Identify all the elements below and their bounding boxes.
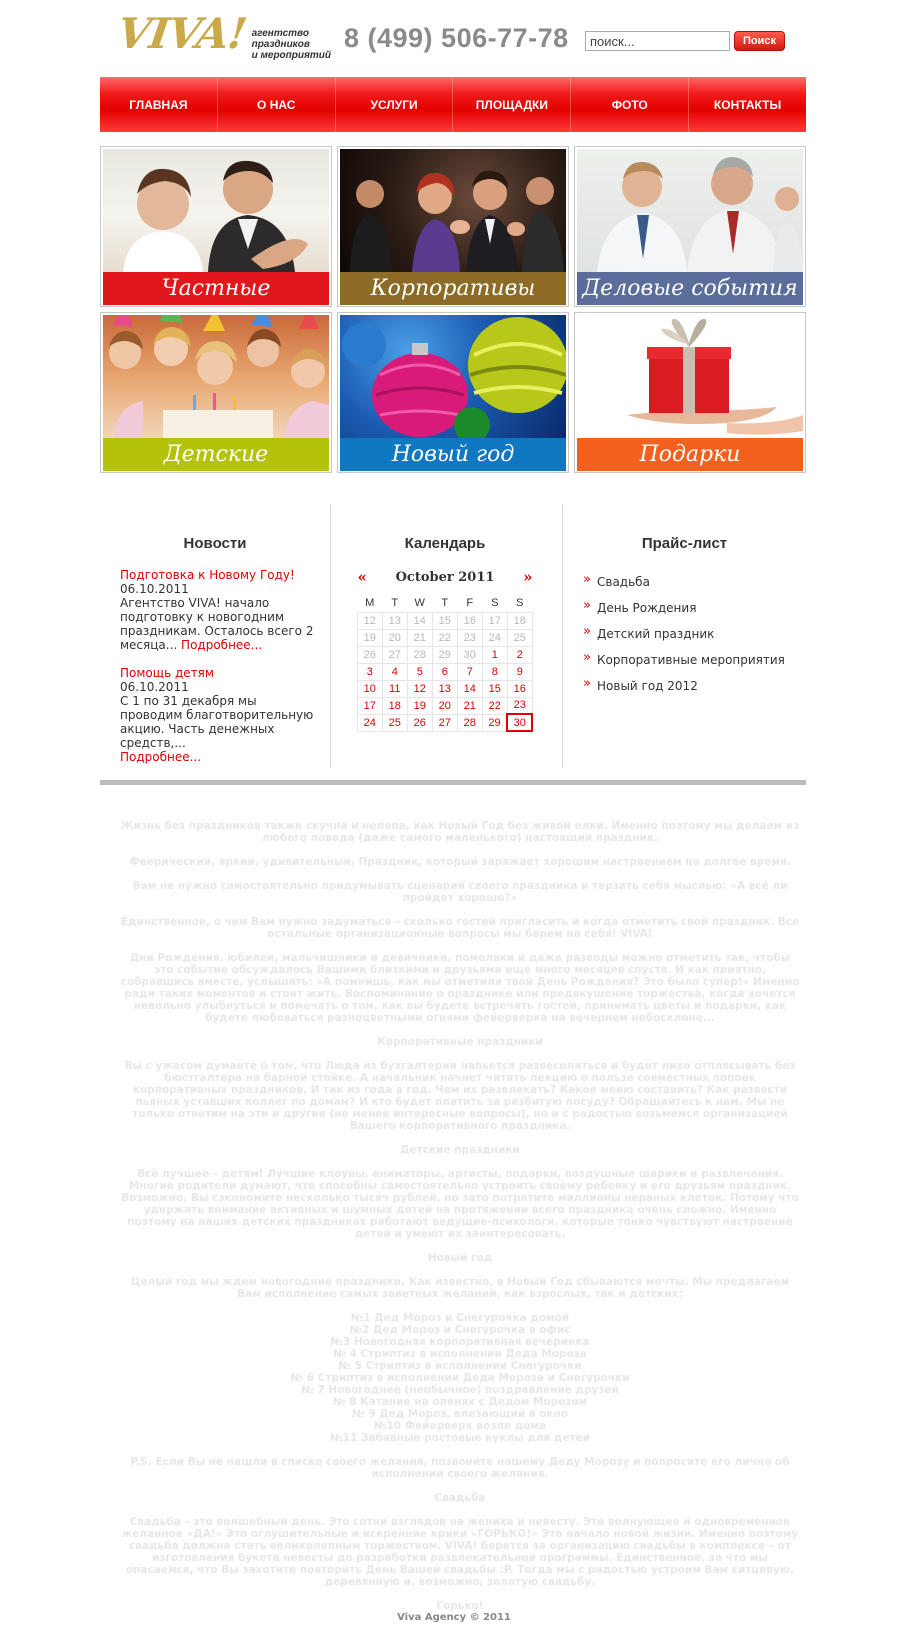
calendar-day: 12 — [357, 612, 382, 629]
chevron-right-icon: » — [583, 624, 591, 639]
tile-label: Детские праздники — [103, 438, 329, 471]
new-year-offer-list — [120, 1312, 800, 1444]
news-item-date: 06.10.2011 — [120, 582, 189, 596]
calendar-day[interactable]: 5 — [407, 663, 432, 680]
seo-paragraph: Феерический, яркий, удивительный. Праздник, который заряжает хорошим настроением на долгое время. — [129, 856, 791, 868]
seo-paragraph: Жизнь без праздников также скучна и нелепа, как Новый Год без живой елки. Именно поэтому мы делаем из любого повода (даже самого маленького) настоящий праздник. — [120, 820, 800, 844]
calendar-day[interactable]: 12 — [407, 680, 432, 697]
pricelist-item[interactable] — [583, 600, 806, 626]
calendar-day-today[interactable]: 30 — [507, 714, 532, 731]
calendar-day[interactable]: 10 — [357, 680, 382, 697]
seo-heading: Корпоративные праздники — [377, 1036, 543, 1048]
offer-item: № 6 Стриптиз в исполнении Деда Мороза и Снегурочки — [290, 1372, 630, 1384]
calendar-day: 24 — [482, 629, 507, 646]
calendar-day[interactable]: 21 — [457, 697, 482, 714]
seo-paragraph: Всё лучшее – детям! Лучшие клоуны, аниматоры, артисты, подарки, воздушные шарики и развлечения. Многие родители думают, что способны самостоятельно устроить своему ребенку и его друзьям праздник. Возможно, Вы сэкономите несколько тысяч рублей, но зато потратите миллионы нервных клеток. Потому что удержать внимание активных и шумных детей на протяжении всего праздника очень сложно. Именно поэтому на наших детских праздниках работают ведущие-психологи, которые тонко чувствуют настроение детей и умеют их заинтересовать. — [121, 1168, 799, 1240]
calendar-day[interactable]: 24 — [357, 714, 382, 731]
gift-box-illustration — [577, 315, 803, 438]
calendar-month: October 2011 — [395, 569, 495, 585]
corporate-party-illustration — [340, 149, 566, 272]
offer-item: №11 Забавные ростовые куклы для детей — [330, 1432, 590, 1444]
calendar-day: 21 — [407, 629, 432, 646]
pricelist-item-label: День Рождения — [597, 601, 697, 615]
calendar-day[interactable]: 23 — [507, 697, 532, 714]
logo-tagline-line-2: праздников — [251, 39, 310, 50]
calendar-day[interactable]: 28 — [457, 714, 482, 731]
nav-item-about[interactable]: О НАС — [218, 77, 336, 132]
calendar-day[interactable]: 4 — [382, 663, 407, 680]
weekday: F — [466, 596, 474, 609]
calendar-day: 13 — [382, 612, 407, 629]
tile-label: Частные — [103, 272, 329, 305]
calendar-week — [357, 646, 532, 663]
chevron-right-icon: » — [583, 598, 591, 613]
tile-new-year[interactable] — [337, 312, 569, 473]
weekday: T — [441, 596, 449, 609]
calendar-day[interactable]: 3 — [357, 663, 382, 680]
calendar-week — [357, 612, 532, 629]
wedding-couple-photo — [103, 149, 329, 272]
calendar-weekdays — [357, 594, 532, 612]
nav-item-services[interactable]: УСЛУГИ — [336, 77, 454, 132]
calendar-day[interactable]: 9 — [507, 663, 532, 680]
tile-corporate[interactable] — [337, 146, 569, 307]
calendar-day: 20 — [382, 629, 407, 646]
pricelist-column — [563, 505, 806, 767]
news-item-text: С 1 по 31 декабря мы проводим благотворительную акцию. Часть денежных средств,... — [120, 694, 314, 750]
kids-party-illustration — [103, 315, 329, 438]
tile-gifts[interactable] — [574, 312, 806, 473]
calendar-day: 29 — [432, 646, 457, 663]
calendar-week — [357, 680, 532, 697]
calendar-week — [357, 714, 532, 731]
calendar-day[interactable]: 7 — [457, 663, 482, 680]
pricelist-item[interactable] — [583, 574, 806, 600]
calendar-day: 25 — [507, 629, 532, 646]
tile-business-events[interactable] — [574, 146, 806, 307]
seo-heading: Новый год — [427, 1252, 493, 1264]
weekday: T — [391, 596, 399, 609]
weekday: M — [365, 596, 375, 609]
calendar-day[interactable]: 20 — [432, 697, 457, 714]
calendar-day[interactable]: 19 — [407, 697, 432, 714]
tile-kids-parties[interactable] — [100, 312, 332, 500]
seo-paragraph: Горько! — [436, 1600, 484, 1612]
pricelist-title: Прайс-лист — [641, 535, 728, 552]
seo-paragraph: Вы с ужасом думаете о том, что Люда из бухгалтерии напьется развеселиться и будет лихо отплясывать без бюстгалтера на барной стойке. А начальник начнет читать лекцию о пользе совместных попоек корпоративных праздников. И так из года в год. Чем их развлекать? Какое меню составить? Как развести пьяных уставших коллег по домам? И кто будет платить за разбитую посуду? Обращайтесь к нам. Мы не только ответим на эти и другие (не менее интересные вопросы), но и с радостью возьмемся организацией Вашего корпоративного праздника. — [124, 1060, 796, 1132]
logo-tagline-line-3: и мероприятий — [251, 50, 331, 61]
seo-paragraph: Вам не нужно самостоятельно придумывать сценарий своего праздника и терзать себя мыслью: «А всё ли пройдет хорошо?» — [132, 880, 788, 904]
footer-copyright: Viva Agency © 2011 — [397, 1612, 511, 1623]
pricelist-item[interactable] — [583, 652, 806, 678]
news-item — [120, 568, 320, 652]
section-divider — [100, 780, 806, 785]
nav-item-venues[interactable]: ПЛОЩАДКИ — [453, 77, 571, 132]
phone-number: 8 (499) 506-77-78 — [344, 23, 569, 53]
calendar-day[interactable]: 26 — [407, 714, 432, 731]
chevron-right-icon: » — [583, 676, 591, 691]
news-more-link[interactable]: Подробнее... — [120, 750, 202, 764]
calendar-day[interactable]: 14 — [457, 680, 482, 697]
pricelist-item-label: Свадьба — [597, 575, 650, 589]
calendar-grid — [357, 594, 534, 732]
calendar-day[interactable]: 2 — [507, 646, 532, 663]
tile-label: Деловые события — [577, 272, 803, 305]
news-column — [100, 505, 330, 767]
weekday: W — [414, 596, 425, 609]
wedding-couple-illustration — [103, 149, 329, 272]
seo-paragraph: P.S. Если Вы не нашли в списке своего желания, позвоните нашему Деду Морозу и попросите его лично об исполнении своего желания. — [130, 1456, 790, 1480]
calendar-day: 16 — [457, 612, 482, 629]
calendar-header — [358, 568, 533, 586]
pricelist-item-label: Детский праздник — [597, 627, 715, 641]
header — [0, 0, 908, 70]
pricelist-item-label: Корпоративные мероприятия — [597, 653, 785, 667]
calendar-day[interactable]: 22 — [482, 697, 507, 714]
offer-item: №2 Дед Мороз и Снегурочка в офис — [349, 1324, 571, 1336]
calendar-day[interactable]: 6 — [432, 663, 457, 680]
christmas-ornaments-illustration — [340, 315, 566, 438]
offer-item: № 7 Новогоднее (необычное) поздравление друзей — [301, 1384, 619, 1396]
calendar-day[interactable]: 11 — [382, 680, 407, 697]
business-people-illustration — [577, 149, 803, 272]
calendar-day: 28 — [407, 646, 432, 663]
calendar-day: 23 — [457, 629, 482, 646]
seo-paragraph: Дни Рождения, юбилеи, мальчишники и девичники, помолвки и даже разводы можно отметить так, чтобы это событие обсуждалось Вашими близкими и друзьями еще много месяцев спустя. И как приятно, собравшись вместе, услышать: «А помнишь, как мы отметили твой День Рождения? Это было супер!» Именно ради таких моментов и стоит жить. Воспоминание о празднике или предвкушение торжества, когда хочется невольно улыбнуться и помечать о том, как вы будете встречать гостей, принимать цветы и подарки, как будете любоваться разноцветными огнями фейерверка на вечернем небосклоне... — [120, 952, 800, 1024]
offer-item: № 4 Стриптиз в исполнении Деда Мороза — [333, 1348, 587, 1360]
main-nav — [100, 77, 806, 132]
calendar-day[interactable]: 29 — [482, 714, 507, 731]
offer-item: № 9 Дед Мороз, влезающий в окно — [352, 1408, 568, 1420]
business-people-photo — [577, 149, 803, 272]
logo-tagline — [252, 28, 352, 61]
nav-item-contacts[interactable]: КОНТАКТЫ — [713, 97, 782, 112]
kids-party-photo — [103, 315, 329, 438]
calendar-day: 22 — [432, 629, 457, 646]
calendar-day: 26 — [357, 646, 382, 663]
weekday: S — [491, 596, 499, 609]
seo-paragraph: Свадьба – это волшебный день. Это сотни взглядов на жениха и невесту. Это волнующее и одновременное желанное «ДА!» Это оглушительные и искренние крики «ГОРЬКО!» Это начало новой жизни. Именно поэтому свадьба должна стать великолепным торжеством. VIVA! берется за организацию свадьбы в комплексе – от изготовления букета невесты до разработки развлекательной программы. Единственное, за что мы опасаемся, что Вы захотите повторить День Вашей свадьбы :P. Тогда мы с радостью устроим Вам ситцевую, деревянную и, возможно, золотую свадьбу. — [121, 1516, 799, 1588]
tile-private-parties[interactable] — [100, 146, 332, 307]
calendar-day[interactable]: 13 — [432, 680, 457, 697]
search-button[interactable]: Поиск — [734, 31, 785, 51]
calendar-day: 14 — [407, 612, 432, 629]
calendar-column — [331, 505, 559, 767]
info-columns — [100, 505, 806, 767]
weekday: S — [516, 596, 524, 609]
calendar-day[interactable]: 18 — [382, 697, 407, 714]
logo[interactable] — [114, 9, 352, 61]
calendar-day: 17 — [482, 612, 507, 629]
news-item-text: Агентство VIVA! начало подготовку к новогодним праздникам. Осталось всего 2 месяца... — [120, 596, 314, 652]
calendar-day: 30 — [457, 646, 482, 663]
chevron-right-icon: » — [583, 572, 591, 587]
calendar-day[interactable]: 25 — [382, 714, 407, 731]
calendar-week — [357, 663, 532, 680]
seo-paragraph: Единственное, о чем Вам нужно задуматься – сколько гостей пригласить и когда отметить свой праздник. Все остальные организационные вопросы мы берем на себя! VIVA! — [120, 916, 800, 940]
calendar-next-button[interactable]: » — [523, 568, 533, 586]
news-item-title[interactable]: Помощь детям — [120, 666, 214, 680]
offer-item: №1 Дед Мороз и Снегурочка домой — [350, 1312, 570, 1324]
nav-item-home[interactable]: ГЛАВНАЯ — [100, 77, 218, 132]
pricelist-items — [583, 574, 806, 704]
search-input[interactable] — [585, 31, 730, 51]
nav-item-photo[interactable]: ФОТО — [571, 77, 689, 132]
calendar-day[interactable]: 1 — [482, 646, 507, 663]
tile-label: Новый год — [340, 438, 566, 471]
news-item-date: 06.10.2011 — [120, 680, 189, 694]
gift-box-photo — [577, 315, 803, 438]
logo-tagline-line-1: агентство — [251, 28, 309, 39]
seo-heading: Детские праздники — [400, 1144, 520, 1156]
pricelist-item-label: Новый год 2012 — [597, 679, 698, 693]
news-more-link[interactable]: Подробнее... — [181, 638, 263, 652]
tile-label: Корпоративы — [340, 272, 566, 305]
offer-item: №3 Новогодняя корпоративная вечеринка — [330, 1336, 590, 1348]
calendar-day: 18 — [507, 612, 532, 629]
offer-item: № 5 Стриптиз в исполнении Снегурочки — [338, 1360, 582, 1372]
calendar-day[interactable]: 27 — [432, 714, 457, 731]
calendar-day: 27 — [382, 646, 407, 663]
offer-item: №10 Фейерверк возле дома — [373, 1420, 547, 1432]
chevron-right-icon: » — [583, 650, 591, 665]
calendar-prev-button[interactable]: « — [357, 568, 367, 586]
pricelist-item[interactable] — [583, 626, 806, 652]
calendar-day[interactable]: 8 — [482, 663, 507, 680]
news-title: Новости — [183, 535, 247, 552]
calendar-title: Календарь — [404, 535, 486, 552]
seo-heading: Свадьба — [434, 1492, 486, 1504]
calendar-day: 19 — [357, 629, 382, 646]
news-item — [120, 666, 320, 764]
calendar-week — [357, 697, 532, 714]
calendar-day: 15 — [432, 612, 457, 629]
christmas-ornaments-photo — [340, 315, 566, 438]
corporate-party-photo — [340, 149, 566, 272]
news-item-title[interactable]: Подготовка к Новому Году! — [120, 568, 295, 582]
calendar-day[interactable]: 15 — [482, 680, 507, 697]
pricelist-item[interactable] — [583, 678, 806, 704]
calendar-week — [357, 629, 532, 646]
offer-item: № 8 Катание на оленях с Дедом Морозом — [332, 1396, 588, 1408]
seo-paragraph: Целый год мы ждем новогодние праздники. Как известно, в Новый Год сбываются мечты. Мы предлагаем Вам исполнение самых заветных желаний, как взрослых, так и детских: — [130, 1276, 790, 1300]
seo-text — [120, 820, 800, 1624]
logo-mark: VIVA! — [114, 9, 250, 58]
tile-label: Подарки — [577, 438, 803, 471]
calendar-day[interactable]: 16 — [507, 680, 532, 697]
calendar-day[interactable]: 17 — [357, 697, 382, 714]
